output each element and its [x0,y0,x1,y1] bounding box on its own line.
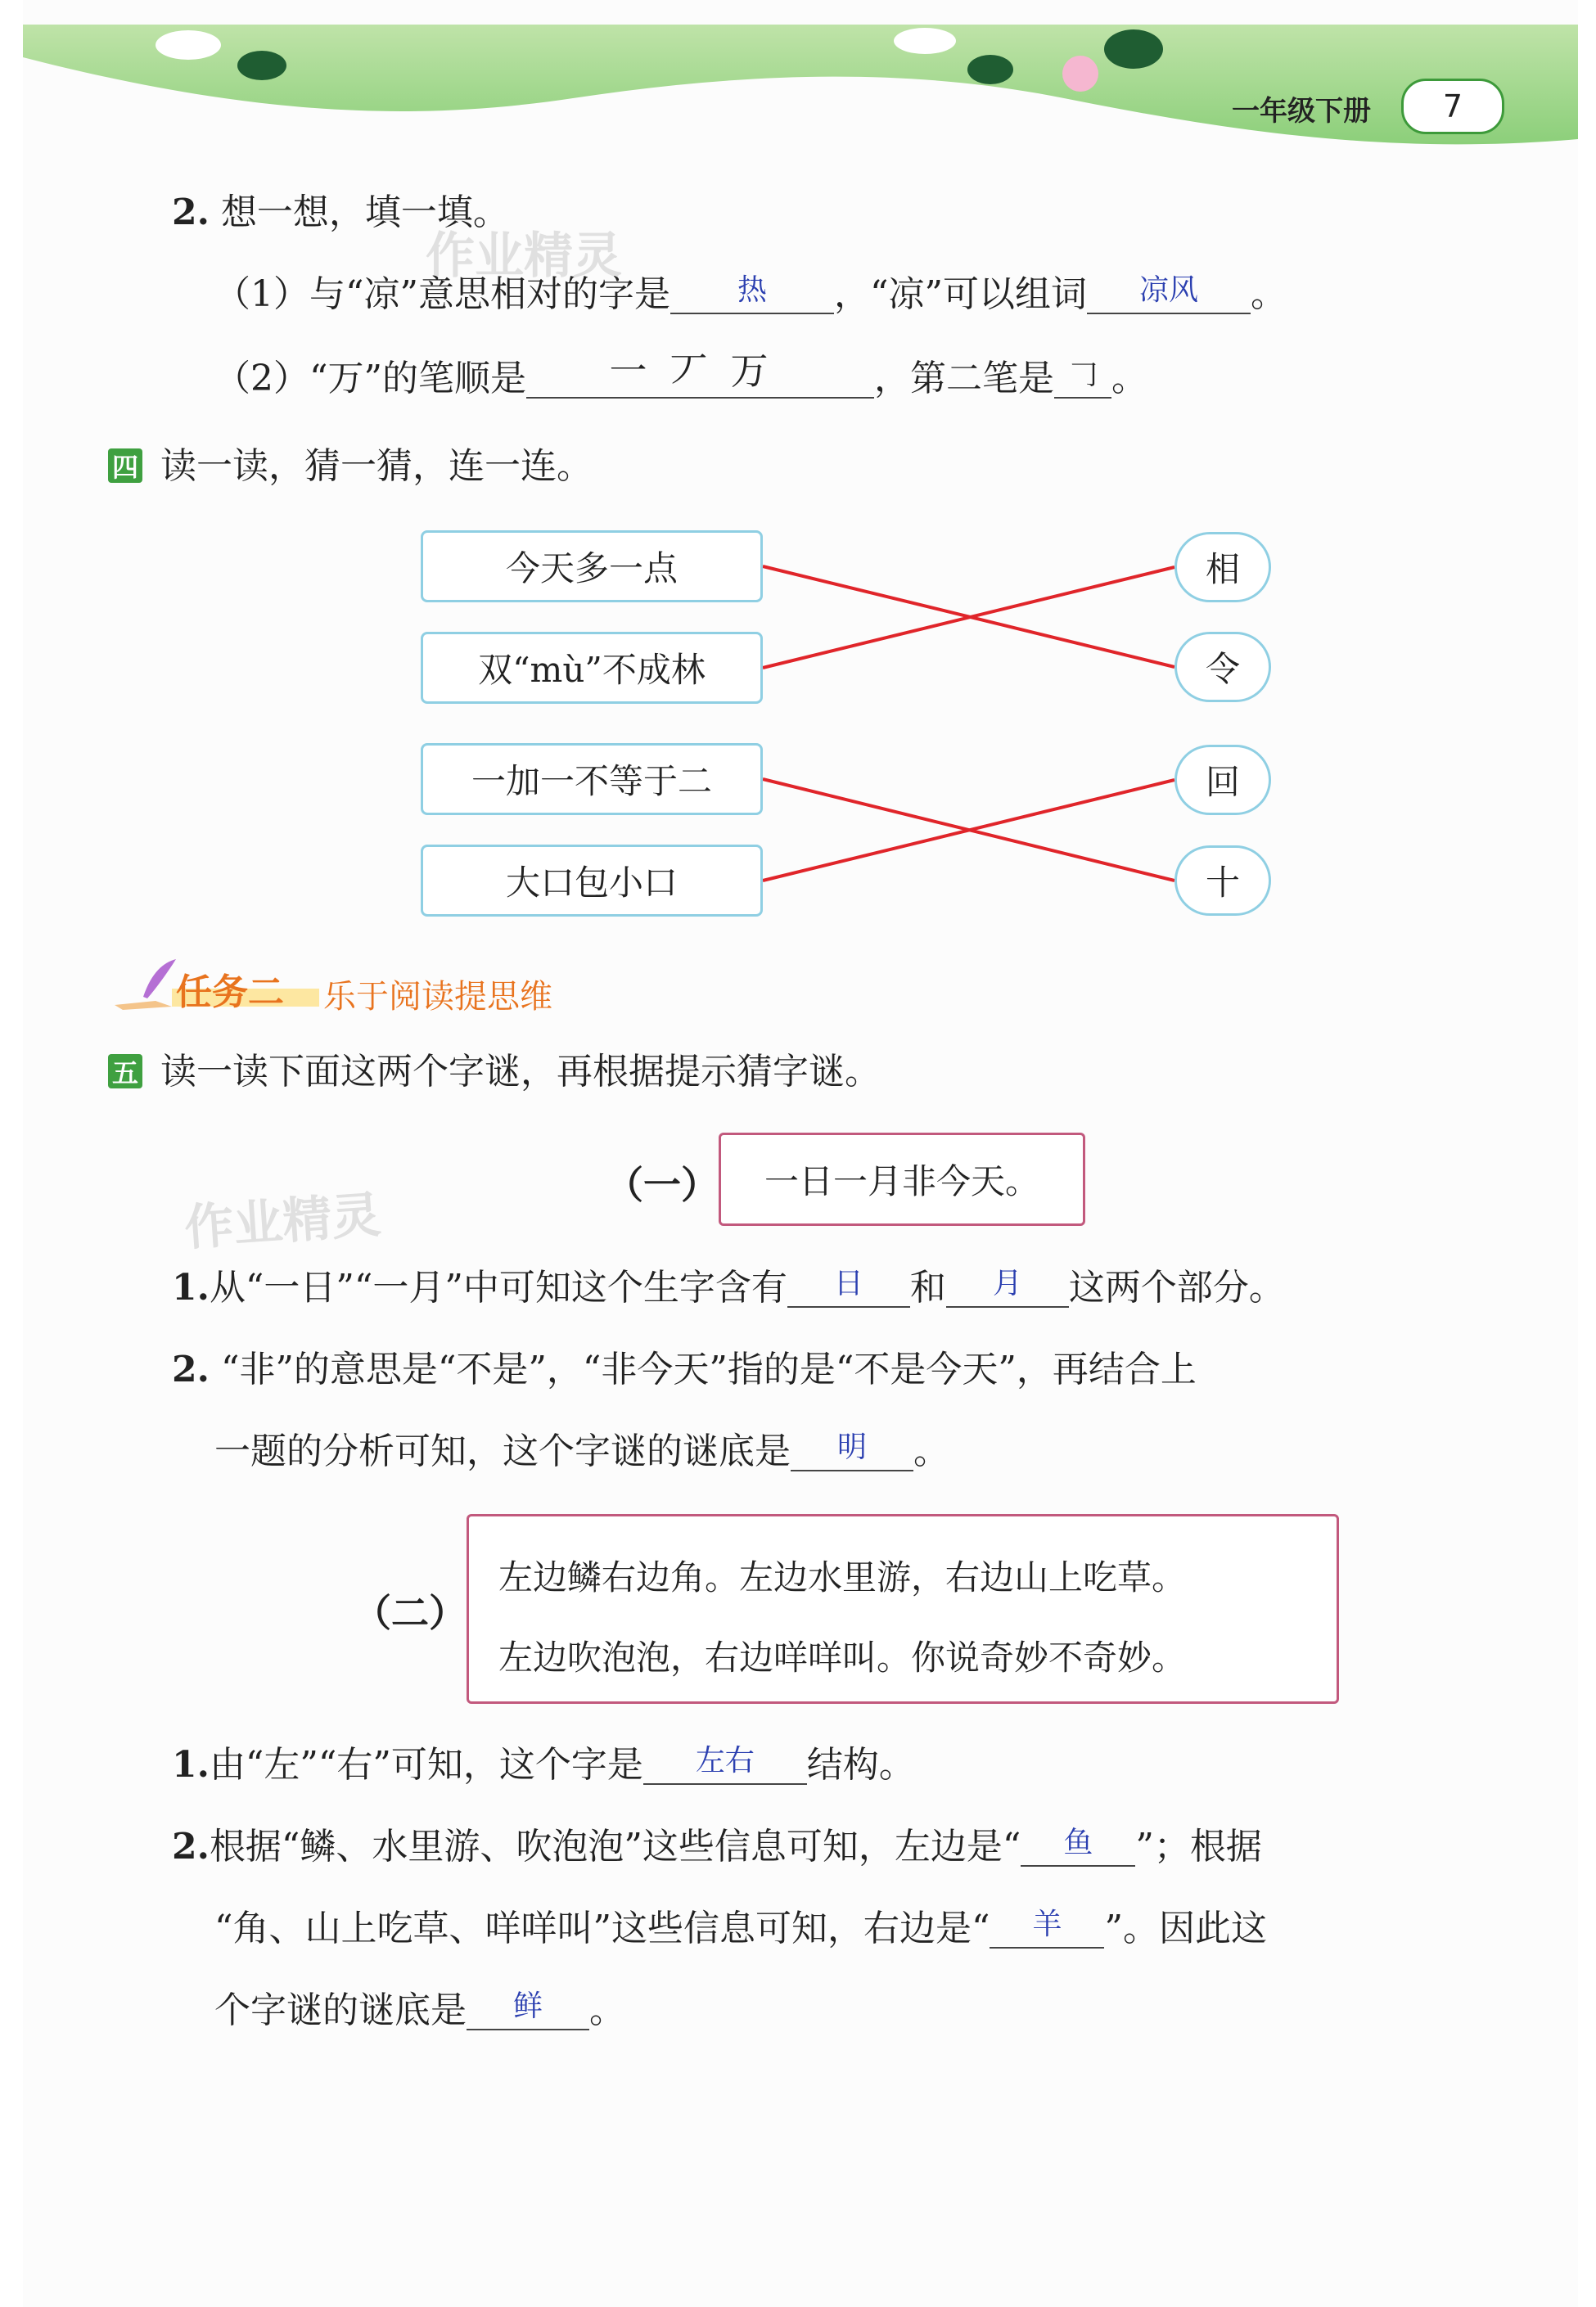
stroke-order-blank: 一丆万 [526,358,874,399]
answer-blank: 羊 [990,1911,1104,1949]
riddle2-q1: 1.由“左”“右”可知，这个字是 左右 结构。 [172,1744,915,1786]
answer-blank: 𠃌 [1054,361,1111,399]
quill-book-icon [106,956,180,1013]
riddle2-q2-line1: 2.根据“鳞、水里游、吹泡泡”这些信息可知，左边是“ 鱼 ”；根据 [172,1826,1262,1868]
riddle1-q2-line2: 一题的分析可知，这个字谜的谜底是 明 。 [214,1431,949,1472]
section-4-title: 读一读，猜一猜，连一连。 [160,445,593,487]
answer-blank: 热 [670,277,834,314]
section-5-title: 读一读下面这两个字谜，再根据提示猜字谜。 [160,1051,881,1093]
riddle2-q2-line2: “角、山上吃草、咩咩叫”这些信息可知，右边是“ 羊 ”。因此这 [214,1908,1267,1949]
answer-blank: 凉风 [1087,277,1251,314]
riddle1-q2-line1: 2. “非”的意思是“不是”，“非今天”指的是“不是今天”，再结合上 [172,1349,1197,1390]
riddle2-q2-line3: 个字谜的谜底是 鲜 。 [214,1989,625,2031]
riddle1-q1: 1.从“一日”“一月”中可知这个生字含有 日 和 月 这两个部分。 [172,1267,1285,1309]
q2-sub2: （2）“万”的笔顺是 一丆万 ，第二笔是 𠃌 。 [214,349,1147,399]
riddle-box-2: 左边鳞右边角。左边水里游，右边山上吃草。 左边吹泡泡，右边咩咩叫。你说奇妙不奇妙。 [467,1514,1339,1704]
clue-box[interactable]: 双“mù”不成林 [421,632,763,704]
watermark: 作业精灵 [426,228,622,285]
clue-box[interactable]: 今天多一点 [421,530,763,602]
character-circle[interactable]: 相 [1174,532,1271,602]
clue-box[interactable]: 一加一不等于二 [421,743,763,815]
character-circle[interactable]: 回 [1174,745,1271,815]
answer-blank: 鱼 [1021,1829,1135,1867]
answer-blank: 左右 [643,1747,807,1785]
page-number: 7 [1401,79,1504,134]
riddle-label: （二） [354,1591,467,1635]
q2-sub1: （1）与“凉”意思相对的字是 热 ，“凉”可以组词 凉风 。 [214,273,1287,315]
watermark: 作业精灵 [183,1186,383,1258]
answer-blank: 明 [791,1434,913,1471]
task-title: 任务二 [176,971,284,1013]
riddle-box-1: 一日一月非今天。 [719,1133,1085,1226]
q2-title: 2. 想一想，填一填。 [172,191,509,233]
clue-box[interactable]: 大口包小口 [421,845,763,917]
character-circle[interactable]: 十 [1174,845,1271,916]
riddle-label: （一） [606,1163,719,1207]
answer-blank: 月 [946,1270,1069,1308]
grade-label: 一年级下册 [1232,95,1371,128]
section-badge-4: 四 [108,448,142,483]
answer-blank: 鲜 [467,1993,589,2030]
task-subtitle: 乐于阅读提思维 [323,978,552,1016]
matching-lines [0,0,1596,941]
character-circle[interactable]: 令 [1174,632,1271,702]
section-badge-5: 五 [108,1054,142,1088]
answer-blank: 日 [787,1270,910,1308]
